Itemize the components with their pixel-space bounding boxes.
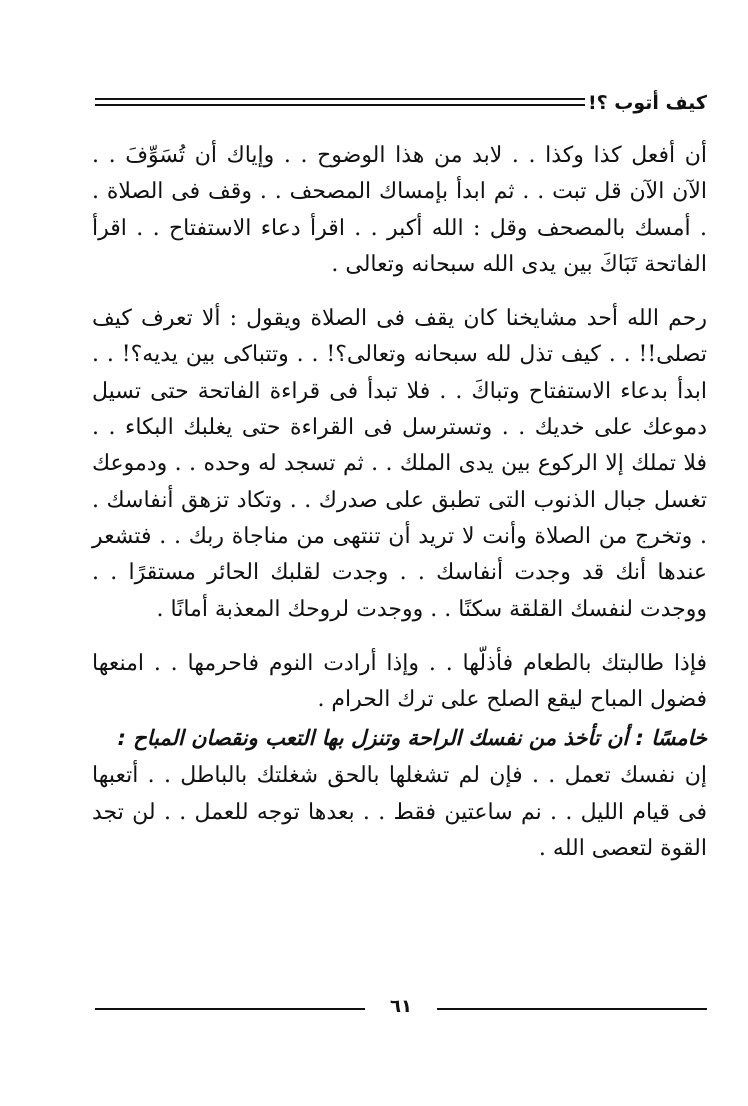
page-body <box>92 138 707 867</box>
footer-rule-right <box>437 1008 707 1010</box>
body-paragraph-2: رحم الله أحد مشايخنا كان يقف فى الصلاة ويقول : ألا تعرف كيف تصلى!! . . كيف تذل لله سبحانه وتعالى؟! . . وتتباكى بين يديه؟! . . ابدأ بدعاء الاستفتاح وتباكَ . . فلا تبدأ فى قراءة الفاتحة حتى تسيل دموعك على خديك . . وتسترسل فى القراءة حتى يغلبك البكاء . . فلا تملك إلا الركوع بين يدى الملك . . ثم تسجد له وحده . . ودموعك تغسل جبال الذنوب التى تطبق على صدرك . . وتكاد تزهق أنفاسك . . وتخرج من الصلاة وأنت لا تريد أن تنتهى من مناجاة ربك . . فتشعر عندها أنك قد وجدت أنفاسك . . وجدت لقلبك الحائر مستقرًا . . ووجدت لنفسك القلقة سكنًا . . ووجدت لروحك المعذبة أمانًا . <box>92 306 707 622</box>
page-number: ٦١ <box>390 996 412 1017</box>
running-header-title: كيف أتوب ؟! <box>587 92 707 114</box>
running-header <box>95 90 707 120</box>
page-footer <box>95 996 707 1020</box>
section-heading: خامسًا : أن تأخذ من نفسك الراحة وتنزل بها التعب ونقصان المباح : <box>117 726 707 751</box>
body-paragraph-3: فإذا طالبتك بالطعام فأذلّها . . وإذا أرادت النوم فاحرمها . . امنعها فضول المباح ليقع الصلح على ترك الحرام . <box>92 650 707 713</box>
body-paragraph-4: إن نفسك تعمل . . فإن لم تشغلها بالحق شغلتك بالباطل . . أتعبها فى قيام الليل . . نم ساعتين فقط . . بعدها توجه للعمل . . لن تجد القوة لتعصى الله . <box>92 763 707 862</box>
body-paragraph-1: أن أفعل كذا وكذا . . لابد من هذا الوضوح . . وإياك أن تُسَوِّفَ . . الآن الآن قل تبت . . ثم ابدأ بإمساك المصحف . . وقف فى الصلاة . . أمسك بالمصحف وقل : الله أكبر . . اقرأ دعاء الاستفتاح . . اقرأ الفاتحة تَبَاكَ بين يدى الله سبحانه وتعالى . <box>92 143 707 277</box>
header-double-rule <box>95 98 585 110</box>
